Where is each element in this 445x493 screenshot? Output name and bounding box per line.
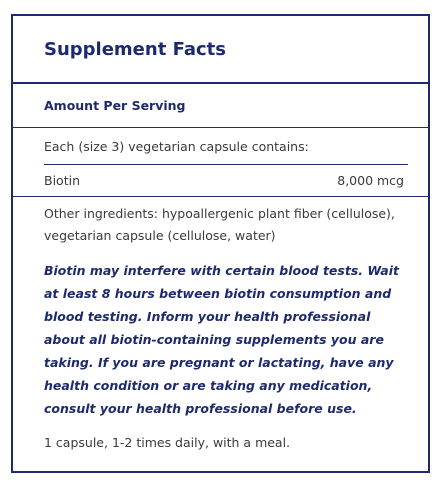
nutrient-divider (44, 164, 408, 165)
other-ingredients: Other ingredients: hypoallergenic plant fiber (cellulose), vegetarian capsule (cellulose, water) (44, 206, 395, 243)
serving-header-section (13, 84, 428, 128)
nutrient-amount: 8,000 mcg (337, 173, 404, 188)
biotin-warning: Biotin may interfere with certain blood tests. Wait at least 8 hours between biotin consumption and blood testing. Inform your health professional about all biotin-containing supplements you are taking. If you are pregnant or lactating, have any health condition or are taking any medication, consult your health professional before use. (44, 263, 400, 416)
amount-per-serving-heading: Amount Per Serving (44, 98, 186, 113)
directions: 1 capsule, 1-2 times daily, with a meal. (44, 435, 291, 450)
serving-description: Each (size 3) vegetarian capsule contains: (44, 139, 309, 154)
title-section (13, 16, 428, 84)
panel-title: Supplement Facts (44, 39, 226, 60)
supplement-facts-panel (11, 14, 430, 473)
nutrient-name: Biotin (44, 173, 80, 188)
ingredients-divider (13, 196, 428, 197)
